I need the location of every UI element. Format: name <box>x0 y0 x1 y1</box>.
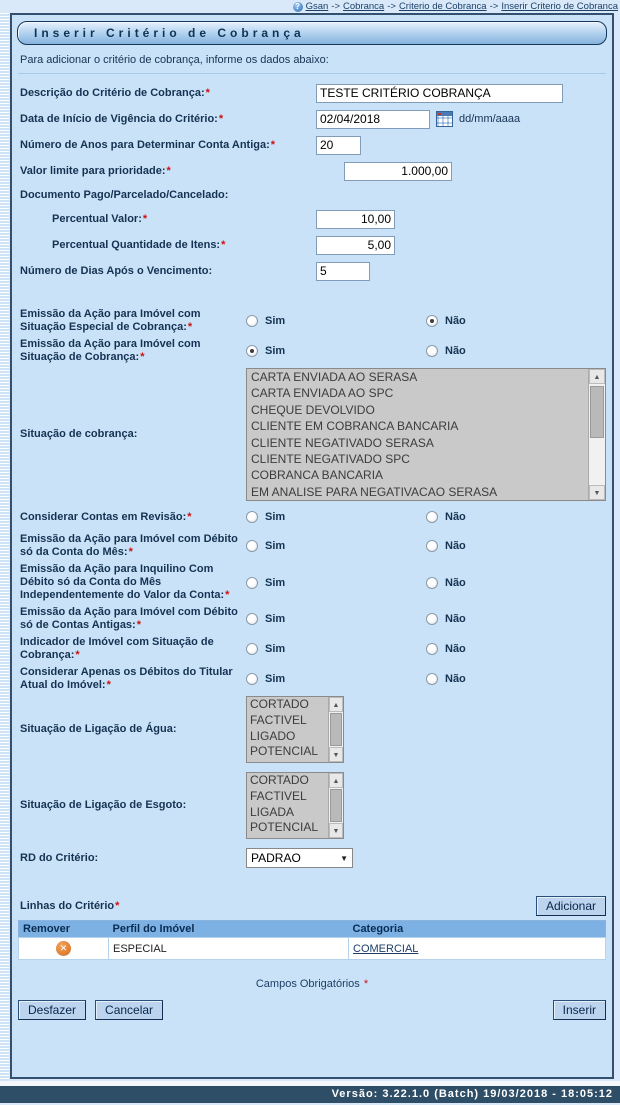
radio-sim[interactable] <box>246 540 258 552</box>
ligacao-esgoto-listbox[interactable] <box>246 772 344 839</box>
valor-limite-input[interactable] <box>344 162 452 181</box>
radio-nao[interactable] <box>426 345 438 357</box>
radio-nao-label: Não <box>445 511 466 523</box>
page-title: Inserir Critério de Cobrança <box>17 21 607 45</box>
radio-sim-label: Sim <box>265 315 286 327</box>
calendar-icon[interactable] <box>436 111 453 127</box>
percentual-itens-label: Percentual Quantidade de Itens: <box>52 238 221 251</box>
form-area <box>12 74 612 1020</box>
listbox-option[interactable]: CLIENTE NEGATIVADO SPC <box>251 452 410 467</box>
action-buttons-row <box>18 1000 606 1020</box>
table-header-row <box>19 921 606 938</box>
situacao-cobranca-label: Situação de cobrança: <box>20 428 138 440</box>
scroll-down-icon[interactable]: ▼ <box>589 485 605 500</box>
field-row-num-dias <box>18 258 606 284</box>
dropdown-arrow-icon: ▼ <box>340 853 348 863</box>
required-asterisk: * <box>128 546 133 558</box>
scroll-up-icon[interactable]: ▲ <box>329 697 343 712</box>
radio-row-inquilino <box>18 563 606 602</box>
listbox-option[interactable]: CARTA ENVIADA AO SERASA <box>251 370 418 384</box>
radio-nao[interactable] <box>426 613 438 625</box>
left-stripe-gutter <box>0 13 9 1083</box>
listbox-option[interactable]: POTENCIAL <box>250 820 319 835</box>
radio-sim-label: Sim <box>265 576 286 589</box>
field-row-descricao <box>18 80 606 106</box>
required-asterisk: * <box>187 321 193 333</box>
linhas-label: Linhas do Critério <box>20 900 115 912</box>
column-header-perfil: Perfil do Imóvel <box>109 921 349 938</box>
listbox-option[interactable]: CORTADO <box>250 773 309 787</box>
scrollbar[interactable] <box>588 369 605 500</box>
main-panel <box>10 13 614 1079</box>
listbox-option[interactable]: FACTIVEL <box>250 712 307 727</box>
linhas-header-row <box>18 896 606 916</box>
radio-row-situacao-cobranca <box>18 338 606 364</box>
listbox-option[interactable]: CARTA ENVIADA AO SPC <box>251 386 394 401</box>
required-asterisk: * <box>363 978 369 990</box>
radio-sim-label: Sim <box>265 345 286 357</box>
field-row-situacao-cobranca-list <box>18 368 606 501</box>
radio-sim[interactable] <box>246 345 258 357</box>
ligacao-agua-label: Situação de Ligação de Água: <box>20 723 177 735</box>
listbox-option[interactable]: CORTADO <box>250 697 309 711</box>
scroll-up-icon[interactable]: ▲ <box>589 369 605 384</box>
field-row-num-anos <box>18 132 606 158</box>
radio-row-contas-revisao <box>18 505 606 529</box>
help-icon[interactable]: ? <box>293 2 303 12</box>
radio-row-indicador-imovel <box>18 636 606 662</box>
radio-sim[interactable] <box>246 613 258 625</box>
field-row-ligacao-agua <box>18 696 606 763</box>
radio-sim[interactable] <box>246 315 258 327</box>
data-inicio-input[interactable] <box>316 110 430 129</box>
radio-sim[interactable] <box>246 643 258 655</box>
radio-nao-label: Não <box>445 540 466 552</box>
radio-nao-label: Não <box>445 613 466 625</box>
radio-nao-label: Não <box>445 576 466 589</box>
page-subtitle: Para adicionar o critério de cobrança, informe os dados abaixo: <box>18 54 606 74</box>
listbox-option[interactable]: FACTIVEL <box>250 788 307 803</box>
required-asterisk: * <box>218 112 224 125</box>
scroll-up-icon[interactable]: ▲ <box>329 773 343 788</box>
cancelar-button[interactable]: Cancelar <box>95 1000 163 1020</box>
radio-nao[interactable] <box>426 577 438 589</box>
num-dias-input[interactable] <box>316 262 370 281</box>
required-asterisk: * <box>166 164 171 177</box>
descricao-label: Descrição do Critério de Cobrança: <box>20 86 205 99</box>
categoria-link[interactable]: COMERCIAL <box>353 942 419 955</box>
radio-row-label: Considerar Apenas os Débitos do Titular Atual do Imóvel: <box>20 666 233 691</box>
breadcrumb <box>0 0 620 13</box>
radio-sim[interactable] <box>246 511 258 523</box>
required-asterisk: * <box>205 86 210 99</box>
breadcrumb-separator: -> <box>331 1 341 12</box>
radio-sim[interactable] <box>246 673 258 685</box>
field-row-percentual-valor <box>18 206 606 232</box>
radio-nao[interactable] <box>426 643 438 655</box>
radio-row-situacao-especial <box>18 308 606 334</box>
scroll-down-icon[interactable]: ▼ <box>329 747 343 762</box>
radio-row-label: Emissão da Ação para Imóvel com Situação de Cobrança: <box>20 338 201 363</box>
field-row-ligacao-esgoto <box>18 772 606 839</box>
radio-nao[interactable] <box>426 673 438 685</box>
field-row-data-inicio <box>18 106 606 132</box>
radio-row-label: Emissão da Ação para Imóvel com Débito só de Contas Antigas: <box>20 606 238 631</box>
scrollbar-thumb[interactable] <box>330 789 342 822</box>
radio-row-label: Considerar Contas em Revisão: <box>20 510 187 523</box>
date-format-hint: dd/mm/aaaa <box>459 113 521 125</box>
data-inicio-label: Data de Início de Vigência do Critério: <box>20 112 218 125</box>
radio-row-label: Emissão da Ação para Imóvel com Situação Especial de Cobrança: <box>20 308 201 333</box>
required-asterisk: * <box>140 351 145 363</box>
required-asterisk: * <box>136 619 141 631</box>
required-asterisk: * <box>225 589 230 601</box>
percentual-valor-input[interactable] <box>316 210 395 229</box>
field-row-percentual-itens <box>18 232 606 258</box>
column-header-remover: Remover <box>19 921 109 938</box>
listbox-option[interactable]: CHEQUE DEVOLVIDO <box>251 402 375 417</box>
required-fields-note: Campos Obrigatórios * <box>255 978 369 990</box>
descricao-input[interactable] <box>316 84 563 103</box>
radio-nao[interactable] <box>426 315 438 327</box>
required-asterisk: * <box>187 510 192 523</box>
listbox-option[interactable]: CLIENTE NEGATIVADO SERASA <box>251 435 434 450</box>
radio-row-label: Emissão da Ação para Imóvel com Débito só da Conta do Mês: <box>20 533 238 558</box>
desfazer-button[interactable]: Desfazer <box>18 1000 86 1020</box>
valor-limite-label: Valor limite para prioridade: <box>20 164 166 177</box>
required-asterisk: * <box>142 212 148 225</box>
required-asterisk: * <box>115 900 120 912</box>
radio-sim[interactable] <box>246 577 258 589</box>
percentual-itens-input[interactable] <box>316 236 395 255</box>
scrollbar-thumb[interactable] <box>330 713 342 746</box>
required-asterisk: * <box>221 238 226 251</box>
rd-criterio-label: RD do Critério: <box>20 851 99 864</box>
num-anos-label: Número de Anos para Determinar Conta Antiga: <box>20 138 270 151</box>
linhas-table <box>18 920 606 960</box>
scroll-down-icon[interactable]: ▼ <box>329 823 343 838</box>
breadcrumb-separator: -> <box>489 1 499 12</box>
rd-criterio-select[interactable] <box>246 848 353 868</box>
num-anos-input[interactable] <box>316 136 361 155</box>
listbox-option[interactable]: POTENCIAL <box>250 744 319 759</box>
radio-nao-label: Não <box>445 315 466 327</box>
radio-sim-label: Sim <box>265 511 286 523</box>
listbox-option[interactable]: LIGADO <box>250 728 296 743</box>
version-status-bar: Versão: 3.22.1.0 (Batch) 19/03/2018 - 18:05:12 <box>0 1086 620 1103</box>
radio-row-label: Indicador de Imóvel com Situação de Cobrança: <box>20 636 214 661</box>
radio-sim-label: Sim <box>265 540 286 552</box>
listbox-option[interactable]: EM ANALISE PARA NEGATIVACAO SERASA <box>251 484 498 499</box>
breadcrumb-link-cobranca[interactable]: Cobranca <box>343 1 385 12</box>
situacao-cobranca-listbox[interactable] <box>246 368 606 501</box>
radio-row-titular-atual <box>18 666 606 692</box>
radio-sim-label: Sim <box>265 673 286 685</box>
radio-sim-label: Sim <box>265 613 286 625</box>
inserir-button[interactable]: Inserir <box>553 1000 606 1020</box>
radio-nao-label: Não <box>445 345 466 357</box>
column-header-categoria: Categoria <box>349 921 606 938</box>
listbox-option[interactable]: CLIENTE EM COBRANCA BANCARIA <box>251 419 459 434</box>
breadcrumb-link-inserir[interactable]: Inserir Criterio de Cobranca <box>501 1 618 12</box>
percentual-valor-label: Percentual Valor: <box>52 212 142 225</box>
field-row-valor-limite <box>18 158 606 184</box>
radio-row-contas-antigas <box>18 606 606 632</box>
radio-nao[interactable] <box>426 511 438 523</box>
ligacao-esgoto-label: Situação de Ligação de Esgoto: <box>20 799 187 811</box>
listbox-option[interactable]: LIGADA <box>250 804 295 819</box>
radio-nao-label: Não <box>445 673 466 685</box>
breadcrumb-link-gsan[interactable]: Gsan <box>305 1 329 12</box>
radio-nao-label: Não <box>445 643 466 655</box>
documento-section-label: Documento Pago/Parcelado/Cancelado: <box>20 188 229 201</box>
radio-sim-label: Sim <box>265 643 286 655</box>
field-row-rd-criterio <box>18 846 606 870</box>
required-asterisk: * <box>106 679 111 691</box>
listbox-option[interactable]: COBRANCA BANCARIA <box>251 468 384 483</box>
scrollbar-thumb[interactable] <box>590 386 604 438</box>
required-asterisk: * <box>75 649 80 661</box>
section-row-documento <box>18 184 606 206</box>
scrollbar[interactable] <box>328 773 343 838</box>
scrollbar[interactable] <box>328 697 343 762</box>
rd-criterio-selected-value: PADRAO <box>251 851 301 865</box>
remove-icon[interactable]: ✕ <box>56 941 71 956</box>
num-dias-label: Número de Dias Após o Vencimento: <box>20 264 213 277</box>
breadcrumb-link-criterio[interactable]: Criterio de Cobranca <box>398 1 487 12</box>
adicionar-button[interactable]: Adicionar <box>536 896 606 916</box>
radio-nao[interactable] <box>426 540 438 552</box>
cell-perfil: ESPECIAL <box>109 938 349 960</box>
radio-row-label: Emissão da Ação para Inquilino Com Débito só da Conta do Mês Independentemente do Valor da Conta: <box>20 563 225 601</box>
required-asterisk: * <box>270 138 276 151</box>
ligacao-agua-listbox[interactable] <box>246 696 344 763</box>
radio-row-debito-conta-mes <box>18 533 606 559</box>
breadcrumb-separator: -> <box>387 1 396 12</box>
table-row <box>19 938 606 960</box>
